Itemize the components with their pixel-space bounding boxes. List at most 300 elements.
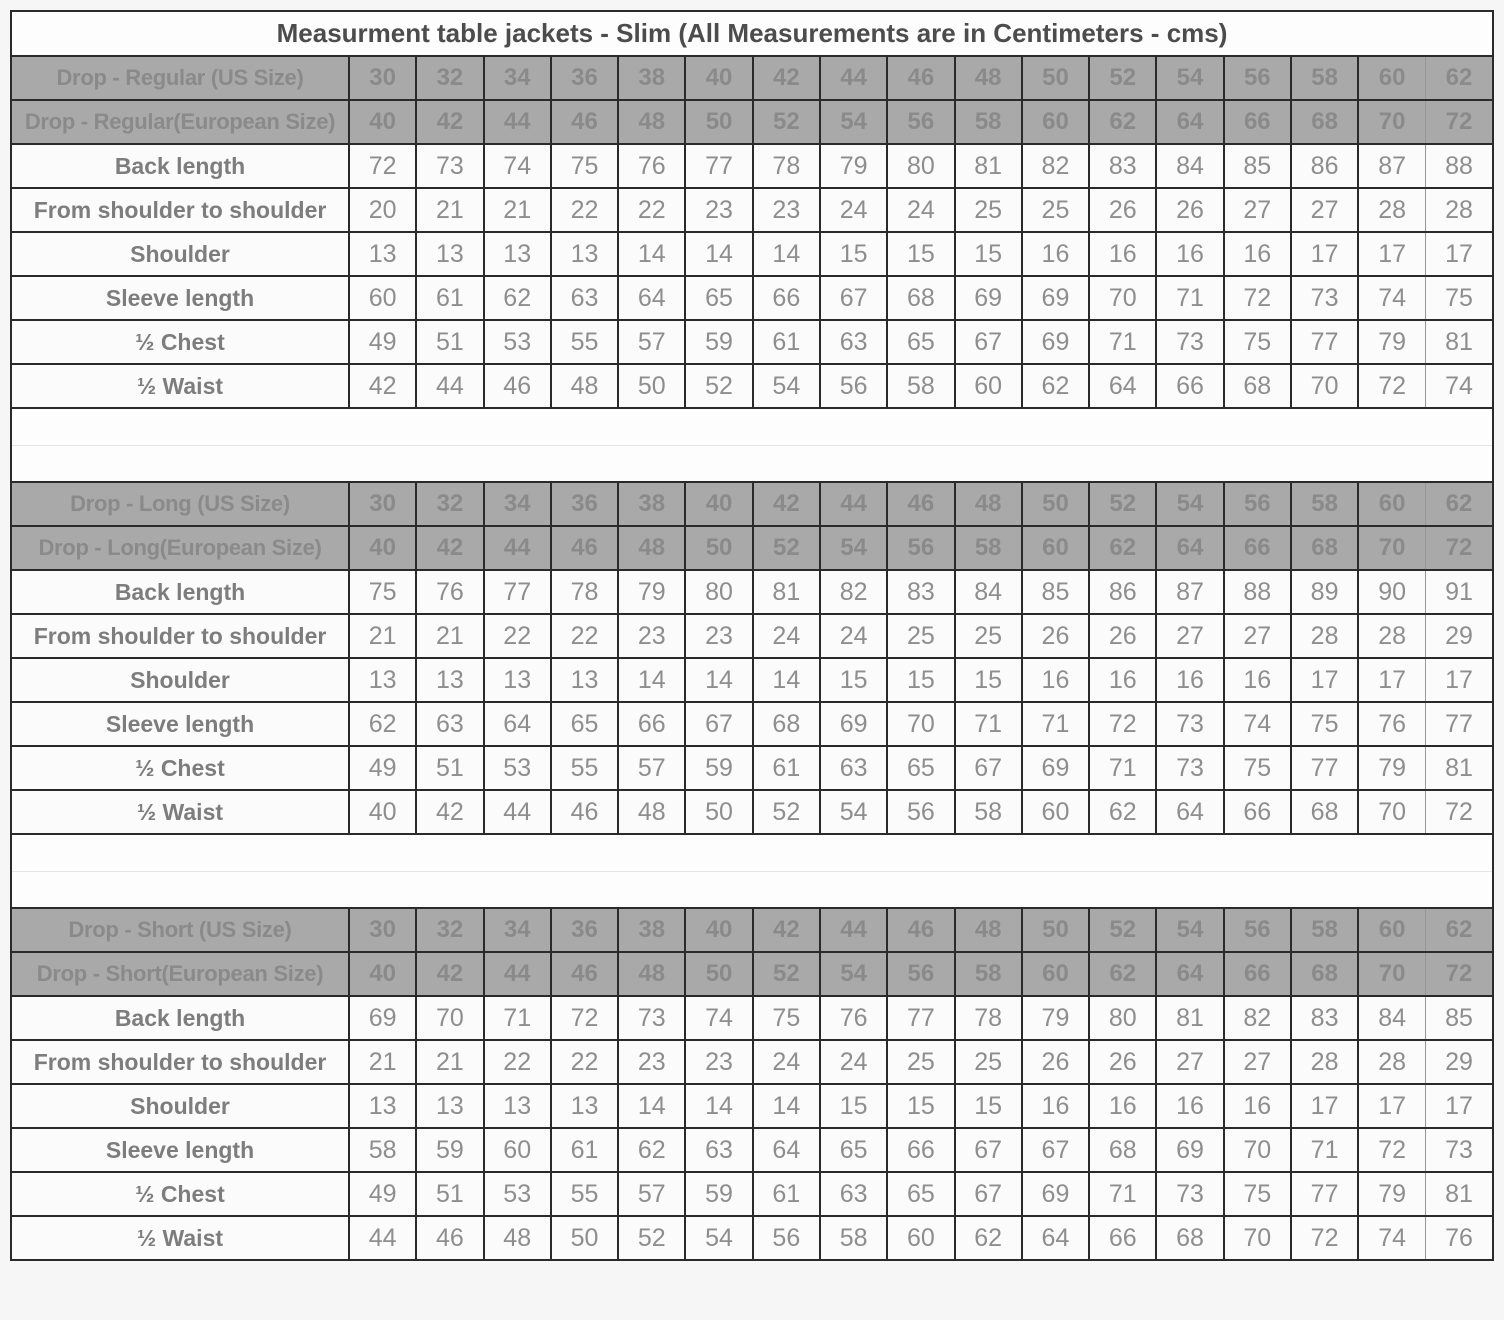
measurement-value-cell: 83: [1089, 144, 1156, 188]
european-size-header-cell: 48: [618, 100, 685, 144]
measurement-value-cell: 27: [1224, 1040, 1291, 1084]
us-size-header-cell: 48: [955, 482, 1022, 526]
measurement-value-cell: 66: [753, 276, 820, 320]
measurement-value-cell: 58: [349, 1128, 416, 1172]
section-spacer-cell: [11, 408, 1493, 445]
measurement-value-cell: 66: [887, 1128, 954, 1172]
measurement-value-cell: 76: [618, 144, 685, 188]
us-size-header-cell: 60: [1358, 56, 1425, 100]
measurement-value-cell: 79: [1022, 996, 1089, 1040]
measurement-value-cell: 70: [416, 996, 483, 1040]
measurement-value-cell: 81: [1426, 746, 1494, 790]
measurement-value-cell: 51: [416, 746, 483, 790]
us-size-header-cell: 56: [1224, 56, 1291, 100]
measurement-row: [11, 188, 1493, 232]
european-size-header-cell: 70: [1358, 526, 1425, 570]
european-size-header-cell: 54: [820, 100, 887, 144]
measurement-value-cell: 70: [1089, 276, 1156, 320]
measurement-value-cell: 26: [1156, 188, 1223, 232]
us-size-header-cell: 50: [1022, 908, 1089, 952]
european-size-header-cell: 46: [551, 526, 618, 570]
measurement-value-cell: 52: [685, 364, 752, 408]
measurement-value-cell: 48: [551, 364, 618, 408]
measurement-value-cell: 78: [551, 570, 618, 614]
measurement-value-cell: 76: [416, 570, 483, 614]
measurement-value-cell: 55: [551, 1172, 618, 1216]
measurement-value-cell: 76: [1426, 1216, 1494, 1260]
measurement-value-cell: 29: [1426, 614, 1494, 658]
measurement-value-cell: 73: [1291, 276, 1358, 320]
measurement-value-cell: 69: [1022, 320, 1089, 364]
measurement-value-cell: 81: [1426, 320, 1494, 364]
us-size-header-label: Drop - Regular (US Size): [11, 56, 349, 100]
measurement-value-cell: 27: [1156, 1040, 1223, 1084]
measurement-value-cell: 71: [1022, 702, 1089, 746]
us-size-header-cell: 58: [1291, 482, 1358, 526]
measurement-value-cell: 76: [1358, 702, 1425, 746]
measurement-value-cell: 27: [1156, 614, 1223, 658]
measurement-value-cell: 83: [887, 570, 954, 614]
measurement-value-cell: 64: [1022, 1216, 1089, 1260]
measurement-value-cell: 17: [1426, 658, 1494, 702]
measurement-value-cell: 75: [349, 570, 416, 614]
measurement-value-cell: 17: [1291, 232, 1358, 276]
measurement-value-cell: 13: [551, 658, 618, 702]
measurement-value-cell: 16: [1022, 658, 1089, 702]
measurement-value-cell: 13: [484, 1084, 551, 1128]
measurement-value-cell: 26: [1022, 1040, 1089, 1084]
us-size-header-cell: 60: [1358, 482, 1425, 526]
measurement-value-cell: 14: [685, 1084, 752, 1128]
measurement-value-cell: 49: [349, 746, 416, 790]
us-size-header-cell: 36: [551, 482, 618, 526]
measurement-value-cell: 73: [1426, 1128, 1494, 1172]
measurement-value-cell: 24: [887, 188, 954, 232]
european-size-header-cell: 42: [416, 100, 483, 144]
european-size-header-cell: 40: [349, 526, 416, 570]
measurement-value-cell: 13: [349, 658, 416, 702]
measurement-value-cell: 21: [484, 188, 551, 232]
measurement-value-cell: 27: [1224, 188, 1291, 232]
european-size-header-cell: 68: [1291, 952, 1358, 996]
measurement-value-cell: 50: [618, 364, 685, 408]
measurement-value-cell: 72: [1358, 364, 1425, 408]
measurement-value-cell: 84: [1358, 996, 1425, 1040]
measurement-value-cell: 46: [416, 1216, 483, 1260]
jacket-measurement-table: [10, 10, 1494, 1261]
measurement-value-cell: 85: [1426, 996, 1494, 1040]
measurement-value-cell: 73: [1156, 320, 1223, 364]
measurement-value-cell: 25: [1022, 188, 1089, 232]
european-size-header-cell: 60: [1022, 100, 1089, 144]
us-size-header-cell: 30: [349, 908, 416, 952]
us-size-header-cell: 52: [1089, 908, 1156, 952]
measurement-value-cell: 86: [1089, 570, 1156, 614]
measurement-value-cell: 71: [955, 702, 1022, 746]
measurement-value-cell: 68: [1224, 364, 1291, 408]
european-size-header-cell: 50: [685, 100, 752, 144]
measurement-value-cell: 85: [1224, 144, 1291, 188]
european-size-header-cell: 62: [1089, 100, 1156, 144]
measurement-row: [11, 702, 1493, 746]
measurement-row-label: Shoulder: [11, 1084, 349, 1128]
measurement-value-cell: 67: [955, 320, 1022, 364]
european-size-header-row: [11, 100, 1493, 144]
measurement-value-cell: 79: [1358, 1172, 1425, 1216]
measurement-value-cell: 66: [1224, 790, 1291, 834]
measurement-row: [11, 1084, 1493, 1128]
measurement-value-cell: 69: [1156, 1128, 1223, 1172]
measurement-value-cell: 79: [1358, 746, 1425, 790]
measurement-value-cell: 78: [955, 996, 1022, 1040]
european-size-header-cell: 48: [618, 952, 685, 996]
european-size-header-cell: 60: [1022, 952, 1089, 996]
measurement-value-cell: 73: [1156, 702, 1223, 746]
measurement-value-cell: 77: [1291, 746, 1358, 790]
measurement-value-cell: 77: [484, 570, 551, 614]
measurement-value-cell: 46: [484, 364, 551, 408]
measurement-value-cell: 70: [1358, 790, 1425, 834]
measurement-value-cell: 15: [887, 1084, 954, 1128]
measurement-value-cell: 67: [820, 276, 887, 320]
measurement-value-cell: 63: [551, 276, 618, 320]
measurement-value-cell: 13: [551, 232, 618, 276]
measurement-value-cell: 65: [887, 1172, 954, 1216]
measurement-row-label: ½ Chest: [11, 746, 349, 790]
measurement-value-cell: 75: [1291, 702, 1358, 746]
measurement-value-cell: 80: [1089, 996, 1156, 1040]
measurement-row-label: Sleeve length: [11, 276, 349, 320]
measurement-value-cell: 65: [685, 276, 752, 320]
measurement-value-cell: 49: [349, 320, 416, 364]
measurement-value-cell: 71: [1291, 1128, 1358, 1172]
european-size-header-cell: 56: [887, 526, 954, 570]
measurement-value-cell: 50: [551, 1216, 618, 1260]
us-size-header-cell: 42: [753, 56, 820, 100]
measurement-value-cell: 59: [685, 1172, 752, 1216]
measurement-value-cell: 21: [416, 614, 483, 658]
measurement-value-cell: 54: [820, 790, 887, 834]
us-size-header-cell: 46: [887, 56, 954, 100]
european-size-header-cell: 42: [416, 952, 483, 996]
measurement-value-cell: 13: [551, 1084, 618, 1128]
european-size-header-cell: 48: [618, 526, 685, 570]
european-size-header-cell: 60: [1022, 526, 1089, 570]
measurement-value-cell: 15: [887, 232, 954, 276]
measurement-row-label: From shoulder to shoulder: [11, 1040, 349, 1084]
measurement-value-cell: 42: [349, 364, 416, 408]
measurement-value-cell: 23: [753, 188, 820, 232]
measurement-value-cell: 72: [1089, 702, 1156, 746]
measurement-value-cell: 67: [1022, 1128, 1089, 1172]
measurement-value-cell: 77: [685, 144, 752, 188]
european-size-header-cell: 62: [1089, 952, 1156, 996]
measurement-row: [11, 1040, 1493, 1084]
measurement-value-cell: 70: [887, 702, 954, 746]
european-size-header-cell: 40: [349, 100, 416, 144]
european-size-header-cell: 46: [551, 952, 618, 996]
us-size-header-cell: 34: [484, 482, 551, 526]
measurement-value-cell: 74: [1358, 1216, 1425, 1260]
measurement-row-label: Sleeve length: [11, 1128, 349, 1172]
us-size-header-cell: 60: [1358, 908, 1425, 952]
measurement-value-cell: 21: [349, 1040, 416, 1084]
measurement-value-cell: 87: [1156, 570, 1223, 614]
european-size-header-label: Drop - Long(European Size): [11, 526, 349, 570]
measurement-value-cell: 78: [753, 144, 820, 188]
european-size-header-cell: 42: [416, 526, 483, 570]
measurement-value-cell: 26: [1022, 614, 1089, 658]
measurement-value-cell: 61: [753, 320, 820, 364]
measurement-value-cell: 42: [416, 790, 483, 834]
measurement-row: [11, 790, 1493, 834]
measurement-value-cell: 13: [349, 232, 416, 276]
measurement-value-cell: 72: [1291, 1216, 1358, 1260]
measurement-value-cell: 72: [1224, 276, 1291, 320]
measurement-value-cell: 80: [887, 144, 954, 188]
section-spacer-row: [11, 871, 1493, 908]
measurement-value-cell: 16: [1156, 1084, 1223, 1128]
us-size-header-cell: 30: [349, 56, 416, 100]
measurement-value-cell: 68: [1291, 790, 1358, 834]
us-size-header-cell: 40: [685, 908, 752, 952]
measurement-value-cell: 58: [820, 1216, 887, 1260]
measurement-value-cell: 16: [1156, 658, 1223, 702]
measurement-value-cell: 13: [416, 658, 483, 702]
measurement-value-cell: 44: [484, 790, 551, 834]
measurement-value-cell: 69: [1022, 746, 1089, 790]
measurement-value-cell: 62: [1089, 790, 1156, 834]
us-size-header-cell: 56: [1224, 908, 1291, 952]
measurement-value-cell: 40: [349, 790, 416, 834]
measurement-value-cell: 81: [753, 570, 820, 614]
european-size-header-cell: 56: [887, 100, 954, 144]
measurement-value-cell: 71: [1156, 276, 1223, 320]
section-spacer-cell: [11, 445, 1493, 482]
measurement-value-cell: 69: [349, 996, 416, 1040]
measurement-value-cell: 51: [416, 1172, 483, 1216]
european-size-header-cell: 52: [753, 526, 820, 570]
measurement-value-cell: 58: [955, 790, 1022, 834]
section-spacer-cell: [11, 871, 1493, 908]
european-size-header-row: [11, 952, 1493, 996]
us-size-header-cell: 62: [1426, 908, 1494, 952]
section-spacer-cell: [11, 834, 1493, 871]
measurement-value-cell: 90: [1358, 570, 1425, 614]
measurement-value-cell: 14: [753, 232, 820, 276]
measurement-value-cell: 83: [1291, 996, 1358, 1040]
measurement-value-cell: 77: [1291, 320, 1358, 364]
measurement-value-cell: 64: [484, 702, 551, 746]
measurement-value-cell: 23: [618, 614, 685, 658]
measurement-value-cell: 27: [1224, 614, 1291, 658]
us-size-header-cell: 52: [1089, 56, 1156, 100]
european-size-header-cell: 70: [1358, 952, 1425, 996]
measurement-value-cell: 14: [618, 1084, 685, 1128]
measurement-row-label: Sleeve length: [11, 702, 349, 746]
measurement-row: [11, 746, 1493, 790]
measurement-value-cell: 22: [484, 614, 551, 658]
measurement-value-cell: 71: [1089, 1172, 1156, 1216]
measurement-value-cell: 44: [349, 1216, 416, 1260]
measurement-value-cell: 65: [887, 746, 954, 790]
measurement-value-cell: 75: [551, 144, 618, 188]
section-spacer-row: [11, 834, 1493, 871]
european-size-header-cell: 44: [484, 952, 551, 996]
measurement-value-cell: 77: [1291, 1172, 1358, 1216]
measurement-value-cell: 26: [1089, 1040, 1156, 1084]
measurement-value-cell: 15: [820, 658, 887, 702]
measurement-value-cell: 55: [551, 746, 618, 790]
measurement-row-label: ½ Waist: [11, 364, 349, 408]
measurement-value-cell: 68: [887, 276, 954, 320]
european-size-header-cell: 40: [349, 952, 416, 996]
measurement-value-cell: 79: [820, 144, 887, 188]
measurement-value-cell: 70: [1291, 364, 1358, 408]
measurement-value-cell: 15: [820, 1084, 887, 1128]
measurement-value-cell: 72: [1426, 790, 1494, 834]
table-title-row: [11, 11, 1493, 56]
measurement-value-cell: 65: [820, 1128, 887, 1172]
measurement-row: [11, 1128, 1493, 1172]
measurement-row-label: Back length: [11, 996, 349, 1040]
us-size-header-cell: 58: [1291, 56, 1358, 100]
measurement-value-cell: 29: [1426, 1040, 1494, 1084]
european-size-header-cell: 66: [1224, 100, 1291, 144]
measurement-value-cell: 85: [1022, 570, 1089, 614]
measurement-value-cell: 57: [618, 1172, 685, 1216]
measurement-value-cell: 53: [484, 320, 551, 364]
measurement-row-label: Back length: [11, 570, 349, 614]
european-size-header-cell: 66: [1224, 526, 1291, 570]
measurement-value-cell: 28: [1291, 614, 1358, 658]
measurement-value-cell: 15: [820, 232, 887, 276]
measurement-value-cell: 17: [1358, 1084, 1425, 1128]
measurement-row: [11, 276, 1493, 320]
measurement-value-cell: 15: [955, 658, 1022, 702]
measurement-value-cell: 91: [1426, 570, 1494, 614]
measurement-value-cell: 61: [416, 276, 483, 320]
measurement-value-cell: 66: [618, 702, 685, 746]
measurement-value-cell: 21: [349, 614, 416, 658]
us-size-header-cell: 42: [753, 482, 820, 526]
measurement-value-cell: 56: [887, 790, 954, 834]
measurement-value-cell: 28: [1358, 614, 1425, 658]
measurement-value-cell: 28: [1358, 188, 1425, 232]
measurement-value-cell: 77: [887, 996, 954, 1040]
measurement-value-cell: 62: [349, 702, 416, 746]
measurement-row: [11, 614, 1493, 658]
measurement-value-cell: 16: [1156, 232, 1223, 276]
measurement-row-label: Back length: [11, 144, 349, 188]
us-size-header-cell: 36: [551, 908, 618, 952]
measurement-row: [11, 658, 1493, 702]
measurement-value-cell: 67: [955, 1128, 1022, 1172]
measurement-value-cell: 75: [1426, 276, 1494, 320]
european-size-header-row: [11, 526, 1493, 570]
measurement-value-cell: 14: [753, 658, 820, 702]
measurement-value-cell: 28: [1291, 1040, 1358, 1084]
measurement-value-cell: 71: [1089, 320, 1156, 364]
measurement-value-cell: 16: [1022, 232, 1089, 276]
european-size-header-cell: 64: [1156, 100, 1223, 144]
measurement-value-cell: 73: [618, 996, 685, 1040]
european-size-header-cell: 54: [820, 952, 887, 996]
measurement-value-cell: 23: [685, 188, 752, 232]
measurement-value-cell: 53: [484, 746, 551, 790]
measurement-value-cell: 57: [618, 746, 685, 790]
us-size-header-cell: 48: [955, 56, 1022, 100]
measurement-value-cell: 52: [618, 1216, 685, 1260]
measurement-row: [11, 1172, 1493, 1216]
measurement-value-cell: 60: [887, 1216, 954, 1260]
measurement-value-cell: 15: [887, 658, 954, 702]
measurement-value-cell: 61: [551, 1128, 618, 1172]
measurement-value-cell: 17: [1291, 658, 1358, 702]
measurement-value-cell: 60: [349, 276, 416, 320]
measurement-value-cell: 68: [753, 702, 820, 746]
measurement-value-cell: 17: [1426, 1084, 1494, 1128]
measurement-value-cell: 63: [416, 702, 483, 746]
us-size-header-cell: 36: [551, 56, 618, 100]
european-size-header-cell: 46: [551, 100, 618, 144]
european-size-header-cell: 56: [887, 952, 954, 996]
measurement-row-label: Shoulder: [11, 658, 349, 702]
measurement-value-cell: 58: [887, 364, 954, 408]
measurement-value-cell: 62: [955, 1216, 1022, 1260]
measurement-row-label: From shoulder to shoulder: [11, 188, 349, 232]
measurement-value-cell: 25: [887, 614, 954, 658]
us-size-header-cell: 38: [618, 56, 685, 100]
measurement-value-cell: 77: [1426, 702, 1494, 746]
measurement-value-cell: 27: [1291, 188, 1358, 232]
european-size-header-cell: 70: [1358, 100, 1425, 144]
measurement-value-cell: 44: [416, 364, 483, 408]
us-size-header-cell: 50: [1022, 56, 1089, 100]
measurement-value-cell: 14: [618, 658, 685, 702]
measurement-value-cell: 57: [618, 320, 685, 364]
european-size-header-cell: 72: [1426, 526, 1494, 570]
measurement-value-cell: 66: [1156, 364, 1223, 408]
european-size-header-cell: 72: [1426, 100, 1494, 144]
measurement-value-cell: 26: [1089, 188, 1156, 232]
measurement-value-cell: 28: [1426, 188, 1494, 232]
measurement-value-cell: 14: [618, 232, 685, 276]
measurement-value-cell: 63: [685, 1128, 752, 1172]
measurement-value-cell: 75: [1224, 320, 1291, 364]
measurement-value-cell: 16: [1089, 232, 1156, 276]
us-size-header-cell: 52: [1089, 482, 1156, 526]
measurement-value-cell: 48: [484, 1216, 551, 1260]
measurement-value-cell: 86: [1291, 144, 1358, 188]
section-spacer-row: [11, 408, 1493, 445]
measurement-value-cell: 64: [753, 1128, 820, 1172]
measurement-value-cell: 69: [955, 276, 1022, 320]
us-size-header-cell: 32: [416, 482, 483, 526]
measurement-value-cell: 62: [484, 276, 551, 320]
measurement-value-cell: 71: [484, 996, 551, 1040]
measurement-value-cell: 16: [1224, 1084, 1291, 1128]
measurement-value-cell: 60: [1022, 790, 1089, 834]
measurement-value-cell: 48: [618, 790, 685, 834]
measurement-value-cell: 74: [1224, 702, 1291, 746]
us-size-header-cell: 44: [820, 482, 887, 526]
measurement-row: [11, 144, 1493, 188]
measurement-value-cell: 49: [349, 1172, 416, 1216]
measurement-value-cell: 13: [416, 232, 483, 276]
measurement-row-label: Shoulder: [11, 232, 349, 276]
us-size-header-cell: 46: [887, 908, 954, 952]
